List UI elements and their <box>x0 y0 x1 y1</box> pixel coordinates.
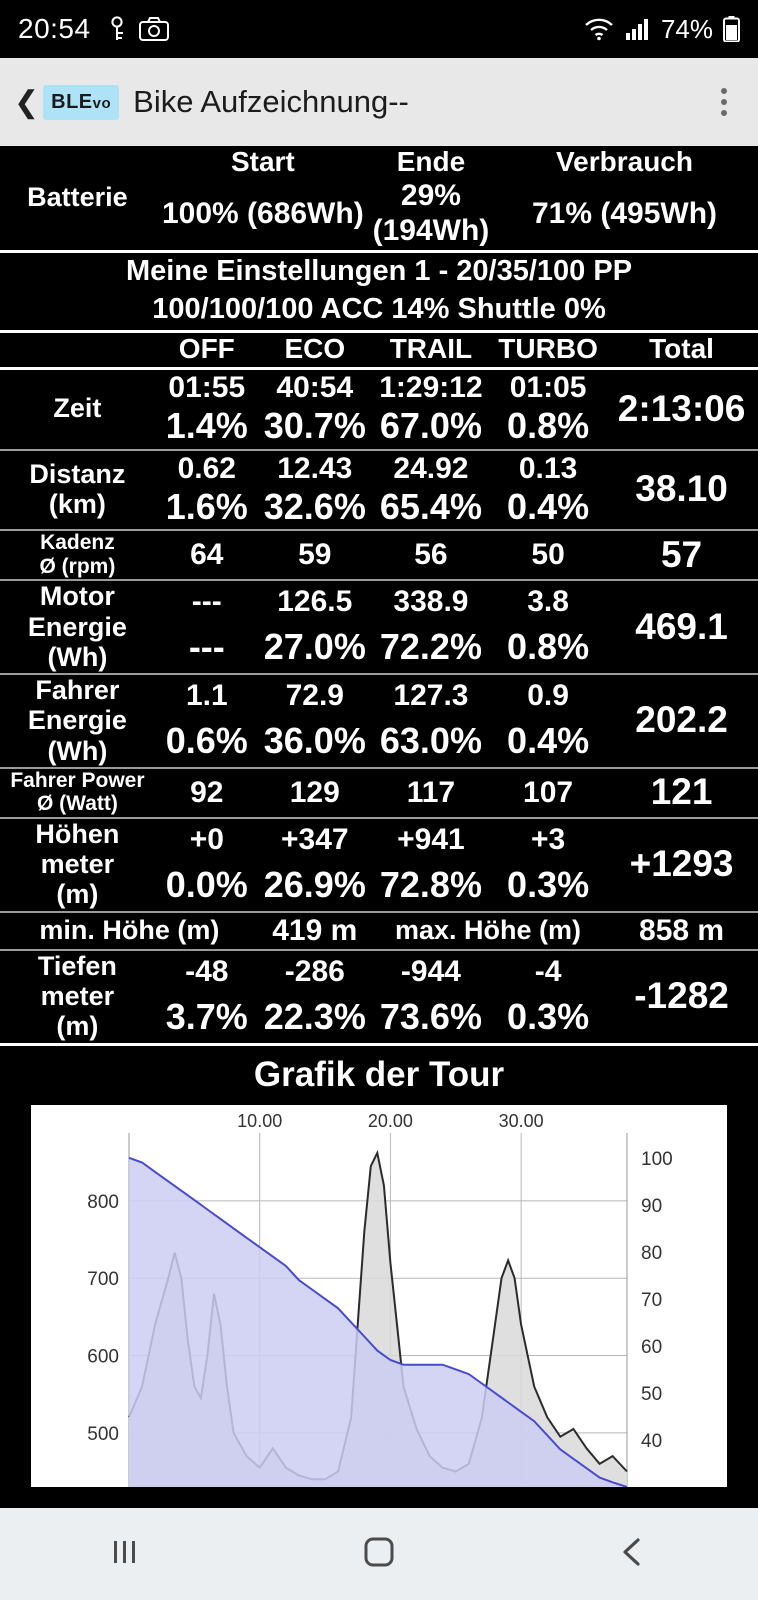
fahrer-energie-eco-pct: 36.0% <box>263 719 366 761</box>
distanz-trail-pct: 65.4% <box>379 485 482 527</box>
header-blank <box>0 332 155 366</box>
app-bar <box>0 58 758 146</box>
camera-icon <box>139 17 169 41</box>
tiefenmeter-turbo-pct: 0.3% <box>507 995 590 1037</box>
key-icon <box>109 16 125 42</box>
battery-value-start: 100% (686Wh) <box>161 196 364 230</box>
svg-text:500: 500 <box>87 1424 119 1446</box>
row-fahrer-power <box>0 768 758 816</box>
tour-chart[interactable] <box>31 1105 727 1487</box>
android-nav-bar <box>0 1508 758 1600</box>
motor-eco-pct: 27.0% <box>263 626 366 668</box>
motor-total: 469.1 <box>635 605 728 647</box>
svg-text:800: 800 <box>87 1192 119 1214</box>
zeit-eco-value: 40:54 <box>276 370 354 404</box>
svg-text:600: 600 <box>87 1346 119 1368</box>
min-hoehe-label: min. Höhe (m) <box>39 915 220 946</box>
header-trail: TRAIL <box>389 333 473 365</box>
row-hoehenmeter-line1 <box>0 818 758 860</box>
svg-text:80: 80 <box>641 1243 663 1265</box>
zeit-total: 2:13:06 <box>617 387 746 429</box>
fahrer-power-off-value: 92 <box>190 775 224 809</box>
chart-title: Grafik der Tour <box>253 1055 505 1095</box>
status-bar <box>0 0 758 58</box>
row-fahrer-energie-line1 <box>0 674 758 716</box>
fahrer-energie-turbo-value: 0.9 <box>527 679 569 713</box>
hoehenmeter-trail-value: +941 <box>397 822 465 856</box>
battery-label: Batterie <box>27 182 128 213</box>
min-hoehe-value: 419 m <box>272 913 358 947</box>
fahrer-power-turbo-value: 107 <box>523 775 574 809</box>
fahrer-power-trail-value: 117 <box>406 775 456 809</box>
svg-text:700: 700 <box>87 1269 119 1291</box>
hoehenmeter-turbo-pct: 0.3% <box>507 863 590 905</box>
fahrer-energie-eco-value: 72.9 <box>285 679 344 713</box>
kadenz-total: 57 <box>660 533 703 575</box>
row-label-zeit: Zeit <box>53 393 102 424</box>
distanz-turbo-value: 0.13 <box>518 451 578 485</box>
tiefenmeter-off-value: -48 <box>185 954 229 988</box>
max-hoehe-value: 858 m <box>639 913 725 947</box>
row-label-hoehenmeter: Höhen meter (m) <box>35 818 120 910</box>
svg-text:60: 60 <box>641 1337 663 1359</box>
distanz-turbo-pct: 0.4% <box>507 485 590 527</box>
header-turbo: TURBO <box>498 333 598 365</box>
hoehenmeter-eco-value: +347 <box>281 822 349 856</box>
zeit-trail-pct: 67.0% <box>379 405 482 447</box>
distanz-total: 38.10 <box>635 468 728 510</box>
motor-turbo-pct: 0.8% <box>507 626 590 668</box>
svg-text:40: 40 <box>641 1431 663 1453</box>
page-title: Bike Aufzeichnung-- <box>133 84 409 119</box>
home-icon[interactable] <box>359 1532 399 1577</box>
fahrer-energie-trail-pct: 63.0% <box>379 719 482 761</box>
header-eco: ECO <box>284 333 346 365</box>
battery-value-ende: 29% (194Wh) <box>372 179 490 248</box>
zeit-eco-pct: 30.7% <box>263 405 366 447</box>
hoehenmeter-total: +1293 <box>629 843 734 885</box>
motor-off-pct: --- <box>188 626 225 668</box>
back-icon[interactable] <box>616 1535 650 1574</box>
fahrer-power-total: 121 <box>650 771 713 813</box>
tiefenmeter-trail-value: -944 <box>400 954 461 988</box>
status-right-icons <box>583 14 740 45</box>
max-hoehe-label: max. Höhe (m) <box>394 915 581 946</box>
hoehenmeter-off-value: +0 <box>189 822 224 856</box>
tiefenmeter-eco-pct: 22.3% <box>263 995 366 1037</box>
zeit-off-pct: 1.4% <box>165 405 248 447</box>
distanz-eco-value: 12.43 <box>277 451 353 485</box>
chevron-left-icon[interactable]: ❮ <box>14 85 40 119</box>
battery-header-verbrauch: Verbrauch <box>556 146 693 177</box>
tiefenmeter-off-pct: 3.7% <box>165 995 248 1037</box>
fahrer-energie-trail-value: 127.3 <box>393 679 469 713</box>
settings-row-1 <box>0 252 758 291</box>
main-content <box>0 146 758 1508</box>
zeit-off-value: 01:55 <box>168 370 246 404</box>
row-motor-line1 <box>0 580 758 622</box>
header-off: OFF <box>178 333 235 365</box>
row-label-fahrer-power: Fahrer Power Ø (Watt) <box>10 768 145 816</box>
hoehenmeter-trail-pct: 72.8% <box>379 863 482 905</box>
app-logo <box>43 85 119 120</box>
header-total: Total <box>649 333 714 365</box>
fahrer-energie-total: 202.2 <box>635 699 728 741</box>
fahrer-power-eco-value: 129 <box>289 775 340 809</box>
svg-text:20.00: 20.00 <box>367 1111 413 1132</box>
logo-subtext: vo <box>92 94 112 112</box>
row-kadenz <box>0 530 758 578</box>
tiefenmeter-total: -1282 <box>634 975 729 1017</box>
fahrer-energie-turbo-pct: 0.4% <box>507 719 590 761</box>
kadenz-off-value: 64 <box>190 538 224 572</box>
row-label-motor-energie: Motor Energie (Wh) <box>27 581 127 672</box>
svg-text:10.00: 10.00 <box>237 1111 283 1132</box>
distanz-trail-value: 24.92 <box>393 451 469 485</box>
settings-line-2: 100/100/100 ACC 14% Shuttle 0% <box>152 292 606 325</box>
battery-header-row <box>0 146 758 178</box>
zeit-turbo-value: 01:05 <box>509 370 587 404</box>
motor-turbo-value: 3.8 <box>527 585 569 619</box>
recents-icon[interactable] <box>108 1535 142 1574</box>
row-tiefenmeter-line1 <box>0 950 758 992</box>
fahrer-energie-off-value: 1.1 <box>185 679 228 713</box>
distanz-off-value: 0.62 <box>177 451 236 485</box>
column-header-row <box>0 332 758 366</box>
settings-line-1: Meine Einstellungen 1 - 20/35/100 PP <box>125 255 633 288</box>
signal-icon <box>625 17 651 41</box>
svg-text:100: 100 <box>641 1148 673 1170</box>
row-label-tiefenmeter: Tiefen meter (m) <box>37 950 117 1042</box>
battery-value-verbrauch: 71% (495Wh) <box>531 196 718 230</box>
motor-off-value: --- <box>191 585 222 619</box>
motor-eco-value: 126.5 <box>277 585 353 619</box>
kadenz-turbo-value: 50 <box>531 538 565 572</box>
zeit-trail-value: 1:29:12 <box>379 370 483 404</box>
row-min-max-hoehe <box>0 912 758 948</box>
svg-text:50: 50 <box>641 1384 663 1406</box>
row-label-kadenz: Kadenz Ø (rpm) <box>39 531 116 578</box>
row-label-fahrer-energie: Fahrer Energie (Wh) <box>27 675 127 766</box>
distanz-off-pct: 1.6% <box>165 485 248 527</box>
logo-text: BLE <box>51 90 93 113</box>
settings-row-2 <box>0 291 758 329</box>
motor-trail-pct: 72.2% <box>379 626 482 668</box>
distanz-eco-pct: 32.6% <box>263 485 366 527</box>
tiefenmeter-trail-pct: 73.6% <box>379 995 482 1037</box>
overflow-menu-icon[interactable] <box>704 76 744 128</box>
row-label-distanz: Distanz (km) <box>29 459 126 520</box>
status-left-icons <box>109 16 169 42</box>
battery-header-start: Start <box>230 146 295 177</box>
zeit-turbo-pct: 0.8% <box>507 405 590 447</box>
row-zeit-line1 <box>0 368 758 405</box>
kadenz-trail-value: 56 <box>414 538 448 572</box>
row-distanz-line1 <box>0 450 758 486</box>
battery-header-ende: Ende <box>396 146 466 177</box>
battery-percent-label: 74% <box>660 13 713 44</box>
stats-table <box>0 146 758 1046</box>
tiefenmeter-turbo-value: -4 <box>534 954 562 988</box>
wifi-icon <box>583 17 615 41</box>
status-clock: 20:54 <box>18 13 91 44</box>
motor-trail-value: 338.9 <box>393 585 469 619</box>
battery-icon <box>723 16 740 42</box>
hoehenmeter-turbo-value: +3 <box>530 822 566 856</box>
svg-text:30.00: 30.00 <box>498 1111 544 1132</box>
fahrer-energie-off-pct: 0.6% <box>165 719 248 761</box>
tiefenmeter-eco-value: -286 <box>284 954 345 988</box>
kadenz-eco-value: 59 <box>298 538 332 572</box>
svg-text:90: 90 <box>641 1195 663 1217</box>
svg-text:70: 70 <box>641 1290 663 1312</box>
hoehenmeter-eco-pct: 26.9% <box>263 863 366 905</box>
tour-chart-svg <box>31 1105 727 1487</box>
hoehenmeter-off-pct: 0.0% <box>165 863 248 905</box>
